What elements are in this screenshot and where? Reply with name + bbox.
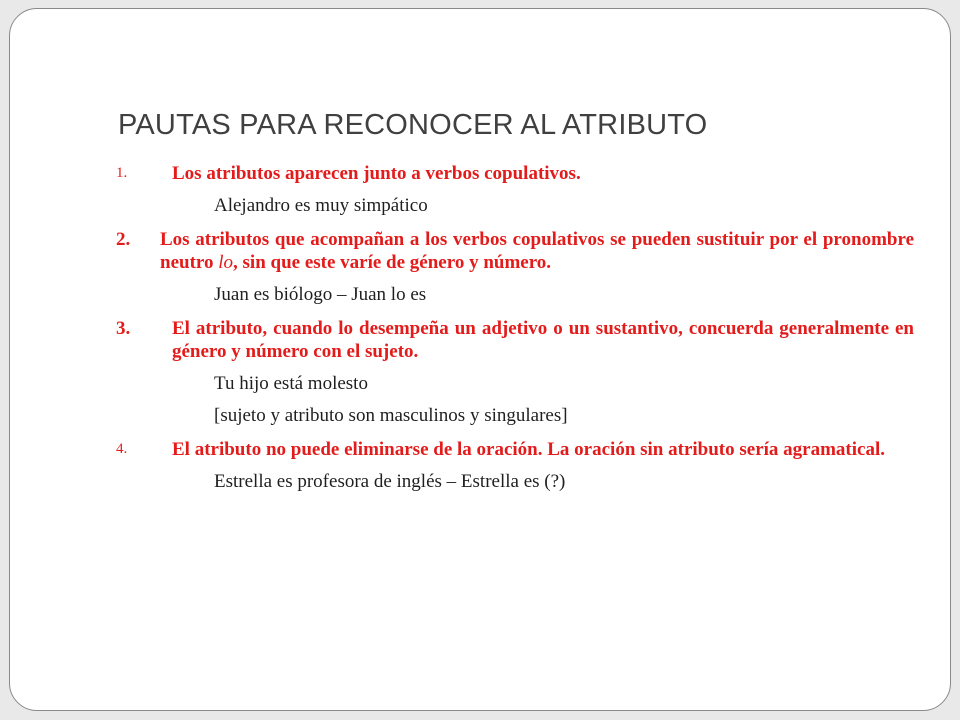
- slide: [9, 8, 951, 711]
- rule-4: [116, 438, 914, 461]
- rule-3-text: El atributo, cuando lo desempeña un adjetivo o un sustantivo, concuerda generalmente en género y número con el sujeto.: [172, 318, 914, 362]
- rule-4-text: El atributo no puede eliminarse de la oración. La oración sin atributo sería agramatical.: [172, 439, 885, 460]
- rule-4-number: 4.: [116, 441, 128, 457]
- rule-2-text-start: Los atributos que acompañan a los verbos copulativos se pueden sustituir por el pronombre neutro: [160, 229, 914, 273]
- example-4: Estrella es profesora de inglés – Estrella es (?): [214, 471, 566, 492]
- rule-1-text: Los atributos aparecen junto a verbos copulativos.: [172, 163, 581, 184]
- example-1: Alejandro es muy simpático: [214, 195, 428, 216]
- rule-1-number: 1.: [116, 165, 128, 181]
- example-2: Juan es biólogo – Juan lo es: [214, 284, 427, 305]
- rule-2: [116, 228, 914, 274]
- example-3: Tu hijo está molesto: [214, 373, 368, 394]
- slide-content: [116, 162, 914, 493]
- rule-3: [116, 317, 914, 363]
- rule-2-text-end: , sin que este varíe de género y número.: [233, 252, 552, 273]
- rule-2-number: 2.: [116, 229, 131, 250]
- rule-1: [116, 162, 914, 185]
- slide-title: PAUTAS PARA RECONOCER AL ATRIBUTO: [118, 109, 708, 141]
- rule-2-emphasis: lo: [218, 252, 234, 273]
- rule-3-number: 3.: [116, 318, 131, 339]
- example-3-note: [sujeto y atributo son masculinos y singulares]: [214, 405, 568, 426]
